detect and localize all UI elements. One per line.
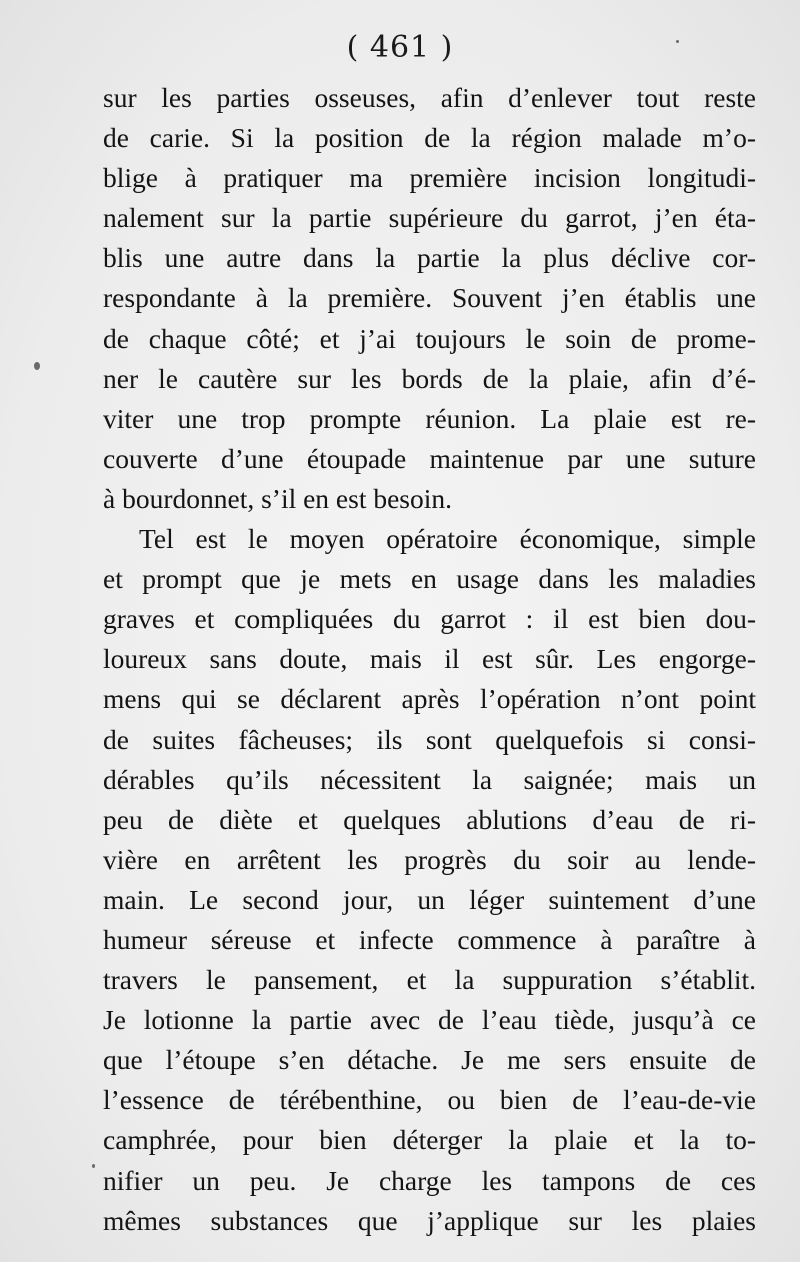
text-line-5: blis une autre dans la partie la plus déclive cor- [103,242,756,274]
text-line-8: ner le cautère sur les bords de la plaie, afin d’é- [103,362,756,394]
text-line-26: l’essence de térébenthine, ou bien de l’eau-de-vie [103,1084,756,1116]
text-line-20: vière en arrêtent les progrès du soir au lende- [103,843,756,875]
text-line-10: couverte d’une étoupade maintenue par une suture [103,442,756,474]
paper-speck [676,40,679,43]
text-line-13: et prompt que je mets en usage dans les maladies [103,563,756,595]
text-line-3: blige à pratiquer ma première incision longitudi- [103,162,756,194]
text-line-4: nalement sur la partie supérieure du garrot, j’en éta- [103,202,756,234]
text-line-15: loureux sans doute, mais il est sûr. Les engorge- [103,643,756,675]
text-line-2: de carie. Si la position de la région malade m’o- [103,122,756,154]
text-line-19: peu de diète et quelques ablutions d’eau de ri- [103,803,756,835]
text-line-12: Tel est le moyen opératoire économique, simple [139,523,756,555]
text-line-16: mens qui se déclarent après l’opération n’ont point [103,683,756,715]
text-line-27: camphrée, pour bien déterger la plaie et la to- [103,1124,756,1156]
text-line-1: sur les parties osseuses, afin d’enlever tout reste [103,82,756,113]
body-text [103,78,756,1241]
text-line-25: que l’étoupe s’en détache. Je me sers ensuite de [103,1044,756,1076]
text-line-24: Je lotionne la partie avec de l’eau tiède, jusqu’à ce [103,1004,756,1036]
text-line-18: dérables qu’ils nécessitent la saignée; mais un [103,763,756,795]
text-line-6: respondante à la première. Souvent j’en établis une [103,282,756,314]
text-line-14: graves et compliquées du garrot : il est bien dou- [103,603,756,635]
text-line-29: mêmes substances que j’applique sur les plaies [103,1204,756,1236]
page-number: ( 461 ) [346,30,454,65]
text-line-17: de suites fâcheuses; ils sont quelquefois si consi- [103,723,756,755]
text-line-22: humeur séreuse et infecte commence à paraître à [103,923,756,955]
text-line-23: travers le pansement, et la suppuration s’établit. [103,964,756,996]
paper-speck [92,1164,95,1168]
text-line-21: main. Le second jour, un léger suintement d’une [103,883,756,915]
paper-speck [34,362,40,370]
text-line-11: à bourdonnet, s’il en est besoin. [103,482,453,514]
text-line-28: nifier un peu. Je charge les tampons de ces [103,1164,756,1196]
text-line-7: de chaque côté; et j’ai toujours le soin de prome- [103,322,756,354]
text-line-9: viter une trop prompte réunion. La plaie est re- [103,402,756,434]
